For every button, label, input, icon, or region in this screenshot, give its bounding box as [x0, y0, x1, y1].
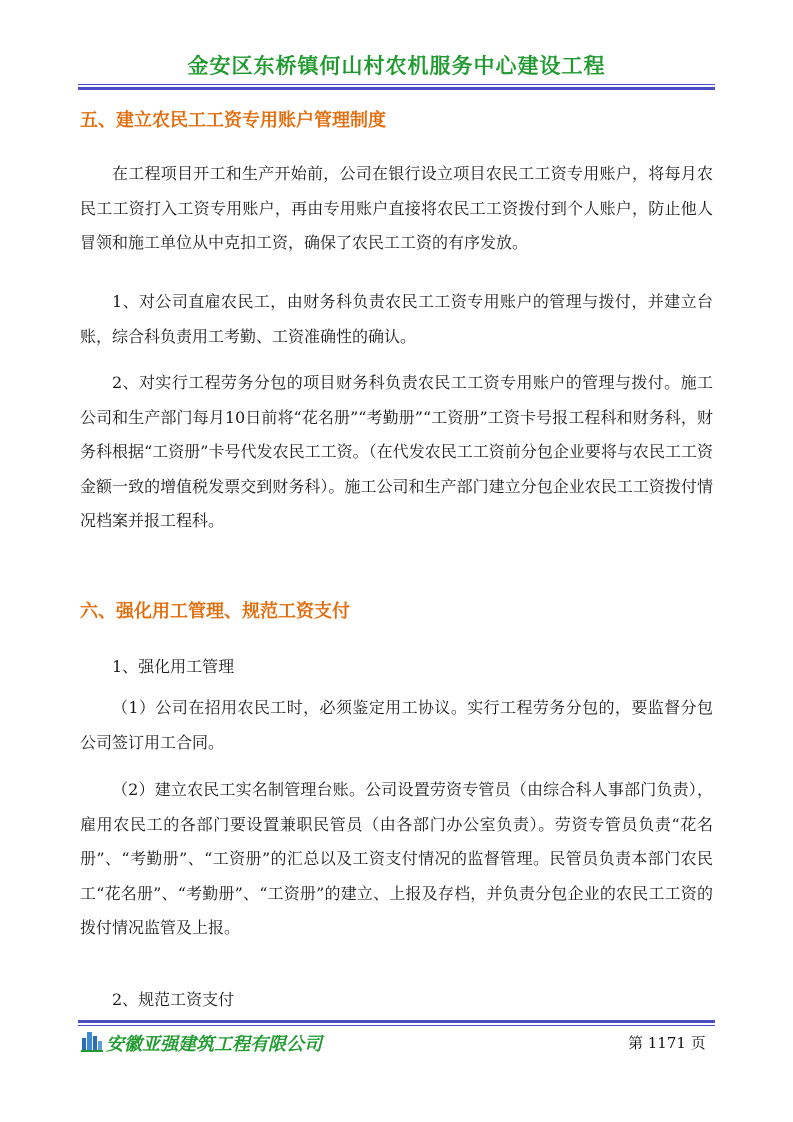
- paragraph: 1、强化用工管理: [112, 657, 235, 676]
- footer-rule-thin: [78, 1025, 715, 1026]
- section-heading-5: 五、建立农民工工资专用账户管理制度: [80, 110, 386, 131]
- paragraph: 2、对实行工程劳务分包的项目财务科负责农民工工资专用账户的管理与拨付。施工公司和生产部门每月10日前将“花名册”“考勤册”“工资册”工资卡号报工程科和财务科，财务科根据“工资册”卡号代发农民工工资。（在代发农民工工资前分包企业要将与农民工工资金额一致的增值税发票交到财务科）。施工公司和生产部门建立分包企业农民工工资拨付情况档案并报工程科。: [80, 373, 713, 530]
- paragraph: （1）公司在招用农民工时，必须鉴定用工协议。实行工程劳务分包的，要监督分包公司签订用工合同。: [80, 698, 713, 752]
- footer-rule-thick: [78, 1020, 715, 1023]
- paragraph: （2）建立农民工实名制管理台账。公司设置劳资专管员（由综合科人事部门负责），雇用农民工的各部门要设置兼职民管员（由各部门办公室负责）。劳资专管员负责“花名册”、“考勤册”、“工资册”的汇总以及工资支付情况的监督管理。民管员负责本部门农民工“花名册”、“考勤册”、“工资册”的建立、上报及存档，并负责分包企业的农民工工资的拨付情况监管及上报。: [80, 780, 713, 937]
- paragraph: 在工程项目开工和生产开始前，公司在银行设立项目农民工工资专用账户，将每月农民工工资打入工资专用账户，再由专用账户直接将农民工工资拨付到个人账户，防止他人冒领和施工单位从中克扣工资，确保了农民工工资的有序发放。: [80, 164, 713, 252]
- building-logo-icon: [80, 1028, 104, 1052]
- paragraph: 2、规范工资支付: [112, 990, 235, 1009]
- section-heading-6: 六、强化用工管理、规范工资支付: [80, 601, 350, 622]
- header-rule-thick: [78, 87, 715, 90]
- header-title: 金安区东桥镇何山村农机服务中心建设工程: [187, 54, 606, 78]
- paragraph: 1、对公司直雇农民工，由财务科负责农民工工资专用账户的管理与拨付，并建立台账，综合科负责用工考勤、工资准确性的确认。: [80, 292, 713, 346]
- header-rule-thin: [78, 84, 715, 85]
- footer-company: 安徽亚强建筑工程有限公司: [106, 1034, 322, 1055]
- page-number: 第 1171 页: [628, 1034, 706, 1052]
